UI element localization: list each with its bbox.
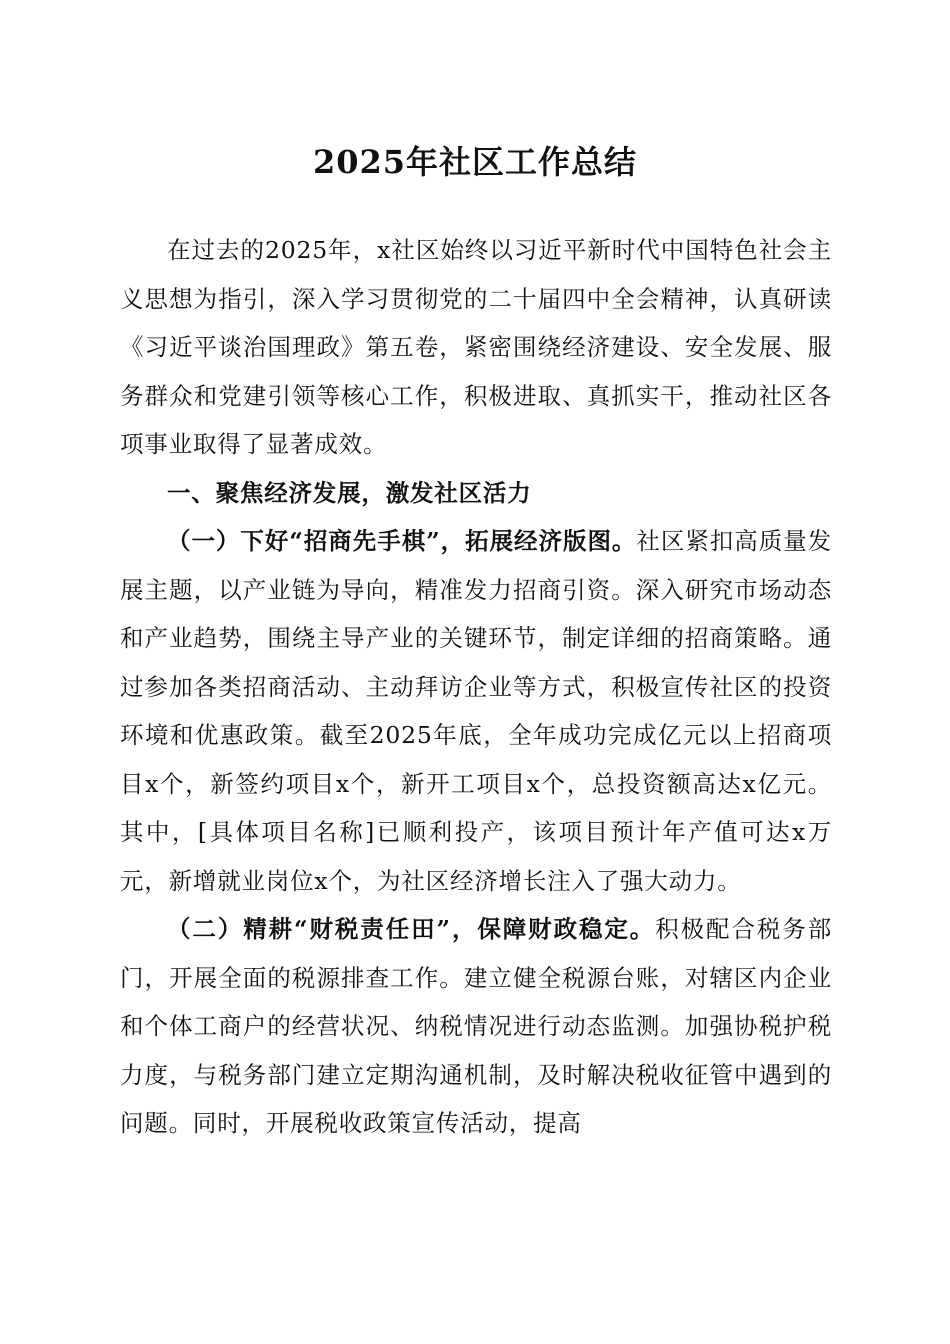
item-text: 社区紧扣高质量发展主题，以产业链为导向，精准发力招商引资。深入研究市场动态和产业趋势，围绕主导产业的关键环节，制定详细的招商策略。通过参加各类招商活动、主动拜访企业等方式，积极宣传社区的投资环境和优惠政策。截至2025年底，全年成功完成亿元以上招商项目x个，新签约项目x个，新开工项目x个，总投资额高达x亿元。其中，[具体项目名称]已顺利投产，该项目预计年产值可达x万元，新增就业岗位x个，为社区经济增长注入了强大动力。: [120, 527, 832, 895]
document-body: [120, 226, 832, 1148]
item-lead: （一）下好“招商先手棋”，拓展经济版图。: [167, 527, 637, 555]
section-heading: 一、聚焦经济发展，激发社区活力: [167, 478, 532, 507]
item-text: 积极配合税务部门，开展全面的税源排查工作。建立健全税源台账，对辖区内企业和个体工商户的经营状况、纳税情况进行动态监测。加强协税护税力度，与税务部门建立定期沟通机制，及时解决税收征管中遇到的问题。同时，开展税收政策宣传活动，提高: [120, 915, 832, 1137]
item-lead: （二）精耕“财税责任田”，保障财政稳定。: [167, 915, 656, 943]
section-item-paragraph: [120, 905, 832, 1148]
section-item-paragraph: [120, 517, 832, 905]
intro-paragraph: 在过去的2025年，x社区始终以习近平新时代中国特色社会主义思想为指引，深入学习贯彻党的二十届四中全会精神，认真研读《习近平谈治国理政》第五卷，紧密围绕经济建设、安全发展、服务群众和党建引领等核心工作，积极进取、真抓实干，推动社区各项事业取得了显著成效。: [120, 236, 832, 458]
document-title: 2025年社区工作总结: [312, 143, 638, 181]
